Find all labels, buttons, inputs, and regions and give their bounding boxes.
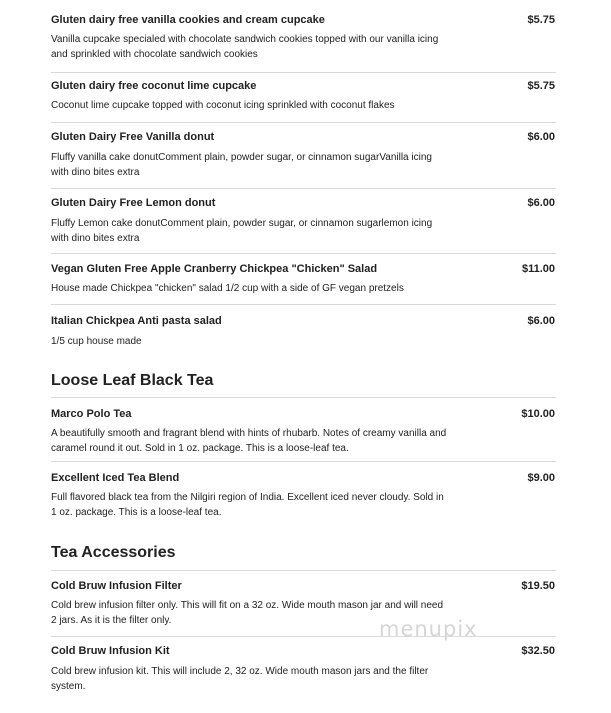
item-price: $6.00 — [527, 315, 555, 327]
item-price: $11.00 — [521, 263, 555, 275]
item-name: Cold Bruw Infusion Filter — [51, 580, 182, 592]
menu-item — [51, 73, 556, 123]
item-price: $9.00 — [527, 472, 555, 484]
item-description: House made Chickpea "chicken" salad 1/2 cup with a side of GF vegan pretzels — [51, 283, 404, 294]
item-description: A beautifully smooth and fragrant blend with hints of rhubarb. Notes of creamy vanilla and caramel round it out. Sold in 1 oz. package. This is a loose-leaf tea. — [51, 428, 447, 454]
item-price: $6.00 — [527, 197, 555, 209]
item-description: Coconut lime cupcake topped with coconut icing sprinkled with coconut flakes — [51, 100, 395, 111]
menu-item — [51, 0, 556, 73]
item-name: Gluten dairy free coconut lime cupcake — [51, 80, 257, 92]
item-description: Vanilla cupcake specialed with chocolate sandwich cookies topped with our vanilla icing and sprinkled with chocolate sandwich cookies — [51, 34, 439, 60]
menu-item — [51, 123, 556, 189]
menu-item — [51, 254, 556, 305]
item-name: Marco Polo Tea — [51, 408, 132, 420]
item-description: Cold brew infusion kit. This will include 2, 32 oz. Wide mouth mason jars and the filter system. — [51, 666, 429, 692]
item-name: Excellent Iced Tea Blend — [51, 472, 180, 484]
item-description: 1/5 cup house made — [51, 336, 142, 347]
item-name: Gluten Dairy Free Vanilla donut — [51, 131, 215, 143]
menu-item — [51, 570, 556, 637]
item-description: Fluffy vanilla cake donutComment plain, powder sugar, or cinnamon sugarVanilla icing with dino bites extra — [51, 152, 432, 178]
item-name: Vegan Gluten Free Apple Cranberry Chickpea "Chicken" Salad — [51, 263, 378, 275]
watermark-logo: menupix — [379, 617, 478, 641]
menu-item — [51, 189, 556, 254]
item-price: $32.50 — [521, 645, 555, 657]
section-title: Loose Leaf Black Tea — [51, 372, 214, 389]
item-price: $5.75 — [527, 14, 555, 26]
item-description: Full flavored black tea from the Nilgiri region of India. Excellent iced never cloudy. Sold in 1 oz. package. This is a loose-leaf tea. — [51, 492, 444, 518]
menu-item — [51, 462, 556, 528]
item-name: Italian Chickpea Anti pasta salad — [51, 315, 222, 327]
item-price: $10.00 — [521, 408, 555, 420]
item-name: Gluten Dairy Free Lemon donut — [51, 197, 216, 209]
menu-item — [51, 305, 556, 357]
section-title: Tea Accessories — [51, 544, 176, 561]
item-price: $5.75 — [527, 80, 555, 92]
item-price: $19.50 — [521, 580, 555, 592]
item-description: Fluffy Lemon cake donutComment plain, powder sugar, or cinnamon sugarlemon icing with dino bites extra — [51, 218, 433, 244]
item-price: $6.00 — [527, 131, 555, 143]
menu-item — [51, 397, 556, 462]
menu-item — [51, 637, 556, 713]
item-description: Cold brew infusion filter only. This will fit on a 32 oz. Wide mouth mason jar and will need 2 jars. As it is the filter only. — [51, 600, 444, 626]
item-name: Cold Bruw Infusion Kit — [51, 645, 170, 657]
item-name: Gluten dairy free vanilla cookies and cream cupcake — [51, 14, 325, 26]
